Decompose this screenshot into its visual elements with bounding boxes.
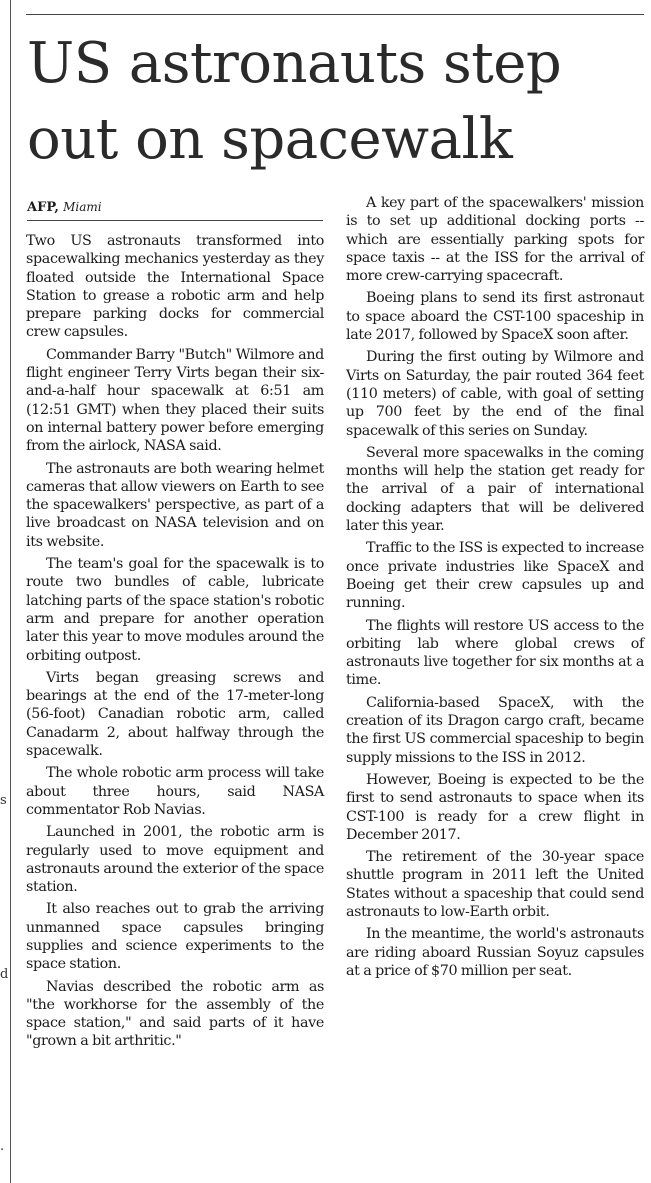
paragraph: In the meantime, the world's astronauts are riding aboard Russian Soyuz capsules at a price of $70 million per seat. (346, 926, 644, 979)
paragraph: Navias described the robotic arm as "the workhorse for the assembly of the space station," and said parts of it have "grown a bit arthritic." (26, 978, 324, 1050)
headline: US astronauts step out on spacewalk (27, 31, 562, 172)
paragraph: It also reaches out to grab the arriving unmanned space capsules bringing supplies and science experiments to the space station. (26, 901, 324, 973)
byline-agency: AFP, (27, 200, 59, 215)
paragraph: Several more spacewalks in the coming months will help the station get ready for the arrival of a pair of international docking adapters that will be delivered later this year. (346, 444, 644, 535)
paragraph: Launched in 2001, the robotic arm is regularly used to move equipment and astronauts around the exterior of the space station. (26, 824, 324, 896)
byline-place: Miami (63, 200, 102, 214)
paragraph: California-based SpaceX, with the creation of its Dragon cargo craft, became the first US commercial spaceship to begin supply missions to the ISS in 2012. (346, 694, 644, 766)
adjacent-column-fragment: d (0, 967, 9, 982)
paragraph: However, Boeing is expected to be the first to send astronauts to space when its CST-100 is ready for a crew flight in December 2017. (346, 771, 644, 843)
paragraph: During the first outing by Wilmore and Virts on Saturday, the pair routed 364 feet (110 meters) of cable, with goal of setting up 700 feet by the end of the final spacewalk of this series on Sunday. (346, 349, 644, 439)
byline (27, 199, 323, 216)
paragraph: Traffic to the ISS is expected to increase once private industries like SpaceX and Boeing get their crew capsules up and running. (346, 540, 644, 612)
paragraph: The retirement of the 30-year space shuttle program in 2011 left the United States without a spaceship that could send astronauts to low-Earth orbit. (346, 849, 644, 920)
paragraph: Boeing plans to send its first astronaut to space aboard the CST-100 spaceship in late 2017, followed by SpaceX soon after. (346, 290, 644, 344)
paragraph: The whole robotic arm process will take about three hours, said NASA commentator Rob Navias. (26, 765, 324, 818)
paragraph: Commander Barry "Butch" Wilmore and flight engineer Terry Virts began their six-and-a-half hour spacewalk at 6:51 am (12:51 GMT) when they placed their suits on internal battery power before emerging from the airlock, NASA said. (26, 346, 324, 455)
article-column-right (346, 194, 644, 984)
paragraph: A key part of the spacewalkers' mission is to set up additional docking ports -- which are essentially parking spots for space taxis -- at the ISS for the arrival of more crew-carrying spacecraft. (346, 195, 644, 285)
paragraph: The flights will restore US access to the orbiting lab where global crews of astronauts live together for six months at a time. (346, 617, 644, 689)
paragraph: Virts began greasing screws and bearings at the end of the 17-meter-long (56-foot) Canadian robotic arm, called Canadarm 2, about halfway through the spacewalk. (26, 669, 324, 760)
paragraph: The team's goal for the spacewalk is to route two bundles of cable, lubricate latching parts of the space station's robotic arm and prepare for another operation later this year to move modules around the orbiting outpost. (26, 556, 324, 664)
paragraph: Two US astronauts transformed into spacewalking mechanics yesterday as they floated outside the International Space Station to grease a robotic arm and help prepare parking docks for commercial crew capsules. (26, 233, 324, 341)
adjacent-column-fragment: . (0, 1139, 5, 1154)
adjacent-column-fragment: s (0, 793, 7, 808)
paragraph: The astronauts are both wearing helmet cameras that allow viewers on Earth to see the spacewalkers' perspective, as part of a live broadcast on NASA television and on its website. (26, 460, 324, 550)
byline-rule (27, 220, 323, 221)
top-rule (26, 14, 644, 15)
column-divider-rule (10, 0, 11, 1183)
article-column-left (26, 232, 324, 1055)
